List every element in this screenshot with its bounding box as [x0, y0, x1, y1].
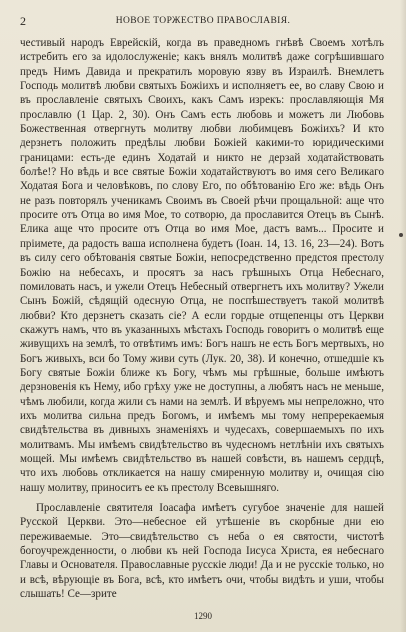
page-number: 2 [20, 14, 26, 28]
page-edge-shadow [400, 0, 406, 632]
page-header [20, 14, 386, 30]
paragraph-2: Прославленіе святителя Іоасафа имѣетъ сугубое значеніе для нашей Русской Церкви. Это—небесное ей утѣшеніе въ скорбные дни ею переживаемые. Это—свидѣтельство съ неба о ея святости, чистотѣ богоучрежденности, о любви къ ней Господа Іисуса Христа, ея небеснаго Главы и Основателя. Православные русскіе люди! Да и не русскіе только, но и всѣ, вѣрующіе въ Бога, всѣ, кто имѣетъ очи, чтобы видѣть и уши, чтобы слышать! Се—зрите [20, 502, 384, 601]
signature-number: 1290 [194, 611, 212, 621]
running-title: НОВОЕ ТОРЖЕСТВО ПРАВОСЛАВІЯ. [115, 16, 291, 26]
paragraph-1: честивый народъ Еврейскій, когда въ праведномъ гнѣвѣ Своемъ хотѣлъ истребить его за идолослуженіе; какъ внялъ молитвѣ даже согрѣшившаго предъ Нимъ Давида и прекратилъ моровую язву въ Израилѣ. Внемлетъ Господь молитвѣ любви святыхъ Божіихъ и исполняетъ ее, во славу Свою и въ прославленіе святыхъ Своихъ, какъ Самъ изрекъ: прославляющія Мя прославлю (1 Цар. 2, 30). Онъ Самъ есть любовь и можетъ ли Любовь Божественная отвергнуть молитву любви любимцевъ Божіихъ? И кто дерзнетъ положить предѣлы любви Божіей какими-то юридическими границами: есть-де единъ Ходатай и никто не дерзай ходатайствовать болѣе!? Но вѣдь и все святые Божіи ходатайствуютъ во имя сего Великаго Ходатая Бога и человѣковъ, по слову Его, по обѣтованію Его же: вѣдь Онъ не разъ повторялъ ученикамъ Своимъ въ Своей рѣчи прощальной: аще что просите отъ Отца во имя Мое, то сотворю, да прославится Отецъ въ Сынѣ. Елика аще что просите отъ Отца во имя Мое, дастъ вамъ... Просите и пріимете, да радость ваша исполнена будетъ (Іоан. 14, 13. 16, 23—24). Вотъ въ силу сего обѣтованія святые Божіи, непосредственно предстоя престолу Божію на небесахъ, и просятъ за насъ грѣшныхъ Отца Небеснаго, помиловать насъ, и ужели Отецъ Небесный отвергнетъ ихъ молитву? Ужели Сынъ Божій, сѣдящій одесную Отца, не поспѣшествуетъ такой молитвѣ любви? Кто дерзнетъ сказать сіе? А если гордые отщепенцы отъ Церкви скажутъ намъ, что въ указанныхъ мѣстахъ Господь говоритъ о молитвѣ еще живущихъ на землѣ, то отвѣтимъ имъ: Богъ нашъ не есть Богъ мертвыхъ, но Богъ живыхъ, вси бо Тому живи суть (Лук. 20, 38). И конечно, отшедшіе къ Богу святые Божіи ближе къ Богу, чѣмъ мы грѣшные, больше имѣютъ дерзновенія къ Нему, ибо грѣху уже не доступны, а любятъ насъ не меньше, чѣмъ любили, когда жили съ нами на землѣ. И вѣруемъ мы непреложно, что ихъ молитва сильна предъ Богомъ, и имѣемъ мы тому непререкаемыя свидѣтельства въ дивныхъ знаменіяхъ и чудесахъ, совершаемыхъ по ихъ молитвамъ. Мы имѣемъ свидѣтельство въ чудесномъ нетлѣніи ихъ святыхъ мощей. Мы имѣемъ свидѣтельство въ нашей совѣсти, въ нашемъ сердцѣ, что ихъ любовь откликается на нашу смиренную молитву и, очищая сію нашу молитву, приноситъ ее къ престолу Всевышняго. [20, 37, 384, 494]
body-text [20, 36, 384, 601]
